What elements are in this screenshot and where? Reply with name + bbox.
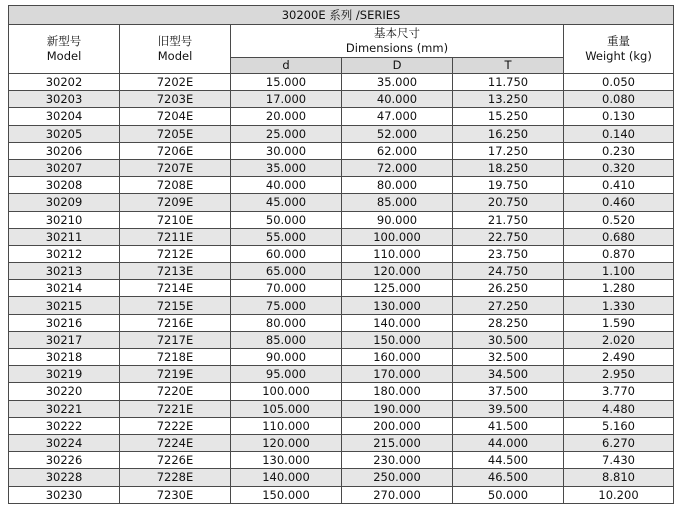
cell-D: 80.000 bbox=[342, 177, 453, 194]
cell-weight: 1.330 bbox=[564, 297, 674, 314]
cell-D: 100.000 bbox=[342, 228, 453, 245]
cell-D: 170.000 bbox=[342, 366, 453, 383]
cell-T: 22.750 bbox=[453, 228, 564, 245]
table-body bbox=[9, 74, 674, 504]
cell-old-model: 7217E bbox=[120, 331, 231, 348]
table-row bbox=[9, 245, 674, 262]
cell-d: 60.000 bbox=[231, 245, 342, 262]
cell-old-model: 7207E bbox=[120, 159, 231, 176]
cell-D: 110.000 bbox=[342, 245, 453, 262]
cell-new-model: 30230 bbox=[9, 486, 120, 503]
cell-D: 230.000 bbox=[342, 452, 453, 469]
cell-T: 34.500 bbox=[453, 366, 564, 383]
cell-d: 45.000 bbox=[231, 194, 342, 211]
cell-d: 85.000 bbox=[231, 331, 342, 348]
cell-new-model: 30204 bbox=[9, 108, 120, 125]
cell-T: 18.250 bbox=[453, 159, 564, 176]
cell-old-model: 7224E bbox=[120, 434, 231, 451]
header-old-model-en: Model bbox=[157, 49, 193, 63]
cell-D: 72.000 bbox=[342, 159, 453, 176]
table-row bbox=[9, 452, 674, 469]
table-row bbox=[9, 314, 674, 331]
cell-old-model: 7220E bbox=[120, 383, 231, 400]
cell-old-model: 7218E bbox=[120, 349, 231, 366]
cell-d: 50.000 bbox=[231, 211, 342, 228]
cell-weight: 10.200 bbox=[564, 486, 674, 503]
cell-d: 15.000 bbox=[231, 74, 342, 91]
cell-weight: 2.950 bbox=[564, 366, 674, 383]
cell-weight: 0.050 bbox=[564, 74, 674, 91]
table-row bbox=[9, 91, 674, 108]
cell-new-model: 30208 bbox=[9, 177, 120, 194]
cell-d: 140.000 bbox=[231, 469, 342, 486]
cell-T: 23.750 bbox=[453, 245, 564, 262]
cell-weight: 0.520 bbox=[564, 211, 674, 228]
cell-weight: 0.410 bbox=[564, 177, 674, 194]
cell-new-model: 30217 bbox=[9, 331, 120, 348]
cell-T: 13.250 bbox=[453, 91, 564, 108]
cell-D: 190.000 bbox=[342, 400, 453, 417]
cell-weight: 0.460 bbox=[564, 194, 674, 211]
cell-new-model: 30211 bbox=[9, 228, 120, 245]
table-row bbox=[9, 159, 674, 176]
header-dimensions bbox=[231, 25, 564, 58]
cell-T: 28.250 bbox=[453, 314, 564, 331]
table-row bbox=[9, 280, 674, 297]
cell-old-model: 7219E bbox=[120, 366, 231, 383]
header-weight bbox=[564, 25, 674, 74]
cell-D: 150.000 bbox=[342, 331, 453, 348]
subheader-d: d bbox=[231, 58, 342, 74]
cell-new-model: 30216 bbox=[9, 314, 120, 331]
cell-T: 26.250 bbox=[453, 280, 564, 297]
cell-T: 27.250 bbox=[453, 297, 564, 314]
cell-old-model: 7226E bbox=[120, 452, 231, 469]
cell-new-model: 30202 bbox=[9, 74, 120, 91]
cell-weight: 6.270 bbox=[564, 434, 674, 451]
cell-new-model: 30203 bbox=[9, 91, 120, 108]
cell-new-model: 30205 bbox=[9, 125, 120, 142]
cell-D: 215.000 bbox=[342, 434, 453, 451]
header-dimensions-cn: 基本尺寸 bbox=[374, 26, 420, 40]
cell-D: 62.000 bbox=[342, 142, 453, 159]
cell-T: 32.500 bbox=[453, 349, 564, 366]
cell-D: 90.000 bbox=[342, 211, 453, 228]
cell-new-model: 30206 bbox=[9, 142, 120, 159]
cell-weight: 0.130 bbox=[564, 108, 674, 125]
cell-weight: 2.020 bbox=[564, 331, 674, 348]
cell-D: 47.000 bbox=[342, 108, 453, 125]
cell-old-model: 7213E bbox=[120, 263, 231, 280]
header-new-model bbox=[9, 25, 120, 74]
cell-weight: 5.160 bbox=[564, 417, 674, 434]
cell-d: 17.000 bbox=[231, 91, 342, 108]
cell-d: 120.000 bbox=[231, 434, 342, 451]
cell-d: 40.000 bbox=[231, 177, 342, 194]
bearing-spec-table bbox=[8, 5, 674, 504]
cell-d: 90.000 bbox=[231, 349, 342, 366]
cell-d: 35.000 bbox=[231, 159, 342, 176]
cell-D: 200.000 bbox=[342, 417, 453, 434]
cell-D: 180.000 bbox=[342, 383, 453, 400]
cell-weight: 0.080 bbox=[564, 91, 674, 108]
cell-new-model: 30212 bbox=[9, 245, 120, 262]
cell-d: 65.000 bbox=[231, 263, 342, 280]
cell-new-model: 30224 bbox=[9, 434, 120, 451]
cell-new-model: 30207 bbox=[9, 159, 120, 176]
cell-T: 11.750 bbox=[453, 74, 564, 91]
cell-T: 15.250 bbox=[453, 108, 564, 125]
table-row bbox=[9, 74, 674, 91]
cell-old-model: 7211E bbox=[120, 228, 231, 245]
cell-new-model: 30215 bbox=[9, 297, 120, 314]
cell-old-model: 7208E bbox=[120, 177, 231, 194]
cell-d: 105.000 bbox=[231, 400, 342, 417]
cell-D: 40.000 bbox=[342, 91, 453, 108]
cell-old-model: 7209E bbox=[120, 194, 231, 211]
cell-T: 39.500 bbox=[453, 400, 564, 417]
cell-new-model: 30220 bbox=[9, 383, 120, 400]
cell-d: 70.000 bbox=[231, 280, 342, 297]
cell-T: 41.500 bbox=[453, 417, 564, 434]
cell-D: 52.000 bbox=[342, 125, 453, 142]
cell-T: 20.750 bbox=[453, 194, 564, 211]
cell-old-model: 7216E bbox=[120, 314, 231, 331]
table-row bbox=[9, 469, 674, 486]
cell-T: 19.750 bbox=[453, 177, 564, 194]
table-row bbox=[9, 228, 674, 245]
table-row bbox=[9, 125, 674, 142]
cell-T: 30.500 bbox=[453, 331, 564, 348]
cell-weight: 1.100 bbox=[564, 263, 674, 280]
cell-new-model: 30209 bbox=[9, 194, 120, 211]
cell-T: 16.250 bbox=[453, 125, 564, 142]
header-weight-en: Weight (kg) bbox=[585, 49, 652, 63]
cell-weight: 4.480 bbox=[564, 400, 674, 417]
cell-d: 75.000 bbox=[231, 297, 342, 314]
cell-D: 85.000 bbox=[342, 194, 453, 211]
cell-weight: 1.280 bbox=[564, 280, 674, 297]
cell-new-model: 30228 bbox=[9, 469, 120, 486]
table-row bbox=[9, 177, 674, 194]
cell-d: 110.000 bbox=[231, 417, 342, 434]
cell-weight: 1.590 bbox=[564, 314, 674, 331]
spec-table-container bbox=[8, 5, 674, 504]
table-row bbox=[9, 383, 674, 400]
table-row bbox=[9, 331, 674, 348]
cell-weight: 0.230 bbox=[564, 142, 674, 159]
header-weight-cn: 重量 bbox=[607, 34, 631, 48]
cell-old-model: 7212E bbox=[120, 245, 231, 262]
cell-T: 17.250 bbox=[453, 142, 564, 159]
cell-d: 100.000 bbox=[231, 383, 342, 400]
cell-d: 95.000 bbox=[231, 366, 342, 383]
cell-old-model: 7222E bbox=[120, 417, 231, 434]
cell-old-model: 7215E bbox=[120, 297, 231, 314]
cell-D: 250.000 bbox=[342, 469, 453, 486]
header-new-model-en: Model bbox=[46, 49, 82, 63]
cell-D: 270.000 bbox=[342, 486, 453, 503]
table-row bbox=[9, 366, 674, 383]
cell-d: 25.000 bbox=[231, 125, 342, 142]
cell-T: 44.000 bbox=[453, 434, 564, 451]
cell-old-model: 7204E bbox=[120, 108, 231, 125]
cell-weight: 0.320 bbox=[564, 159, 674, 176]
cell-old-model: 7210E bbox=[120, 211, 231, 228]
cell-D: 35.000 bbox=[342, 74, 453, 91]
cell-weight: 7.430 bbox=[564, 452, 674, 469]
cell-d: 150.000 bbox=[231, 486, 342, 503]
cell-old-model: 7221E bbox=[120, 400, 231, 417]
cell-old-model: 7202E bbox=[120, 74, 231, 91]
cell-old-model: 7205E bbox=[120, 125, 231, 142]
cell-T: 50.000 bbox=[453, 486, 564, 503]
cell-D: 160.000 bbox=[342, 349, 453, 366]
cell-new-model: 30213 bbox=[9, 263, 120, 280]
cell-new-model: 30226 bbox=[9, 452, 120, 469]
table-row bbox=[9, 434, 674, 451]
header-old-model bbox=[120, 25, 231, 74]
cell-D: 130.000 bbox=[342, 297, 453, 314]
table-row bbox=[9, 142, 674, 159]
subheader-T: T bbox=[453, 58, 564, 74]
table-row bbox=[9, 486, 674, 503]
cell-T: 37.500 bbox=[453, 383, 564, 400]
cell-new-model: 30214 bbox=[9, 280, 120, 297]
cell-new-model: 30222 bbox=[9, 417, 120, 434]
cell-D: 120.000 bbox=[342, 263, 453, 280]
table-title: 30200E 系列 /SERIES bbox=[9, 6, 674, 25]
cell-D: 125.000 bbox=[342, 280, 453, 297]
table-row bbox=[9, 263, 674, 280]
cell-weight: 8.810 bbox=[564, 469, 674, 486]
header-old-model-cn: 旧型号 bbox=[157, 34, 193, 48]
cell-new-model: 30219 bbox=[9, 366, 120, 383]
cell-weight: 0.680 bbox=[564, 228, 674, 245]
header-new-model-cn: 新型号 bbox=[46, 34, 82, 48]
cell-new-model: 30210 bbox=[9, 211, 120, 228]
table-row bbox=[9, 417, 674, 434]
cell-old-model: 7214E bbox=[120, 280, 231, 297]
cell-d: 80.000 bbox=[231, 314, 342, 331]
cell-old-model: 7203E bbox=[120, 91, 231, 108]
cell-T: 21.750 bbox=[453, 211, 564, 228]
cell-weight: 2.490 bbox=[564, 349, 674, 366]
cell-T: 44.500 bbox=[453, 452, 564, 469]
cell-D: 140.000 bbox=[342, 314, 453, 331]
table-row bbox=[9, 211, 674, 228]
table-row bbox=[9, 297, 674, 314]
cell-d: 20.000 bbox=[231, 108, 342, 125]
cell-d: 30.000 bbox=[231, 142, 342, 159]
cell-weight: 3.770 bbox=[564, 383, 674, 400]
cell-new-model: 30221 bbox=[9, 400, 120, 417]
cell-weight: 0.140 bbox=[564, 125, 674, 142]
cell-T: 46.500 bbox=[453, 469, 564, 486]
cell-weight: 0.870 bbox=[564, 245, 674, 262]
table-row bbox=[9, 108, 674, 125]
table-row bbox=[9, 194, 674, 211]
cell-d: 55.000 bbox=[231, 228, 342, 245]
cell-old-model: 7228E bbox=[120, 469, 231, 486]
header-dimensions-en: Dimensions (mm) bbox=[345, 41, 449, 55]
cell-old-model: 7206E bbox=[120, 142, 231, 159]
subheader-D: D bbox=[342, 58, 453, 74]
table-row bbox=[9, 400, 674, 417]
cell-new-model: 30218 bbox=[9, 349, 120, 366]
cell-T: 24.750 bbox=[453, 263, 564, 280]
cell-d: 130.000 bbox=[231, 452, 342, 469]
cell-old-model: 7230E bbox=[120, 486, 231, 503]
table-row bbox=[9, 349, 674, 366]
